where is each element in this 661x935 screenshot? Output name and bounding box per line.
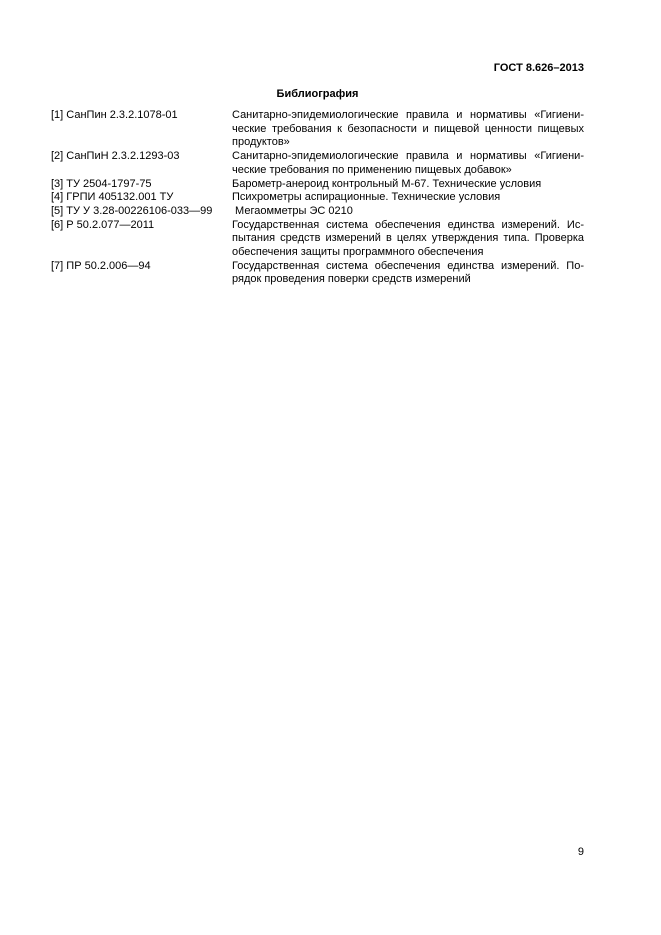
- bibliography-entry: [51, 109, 584, 150]
- entry-line: Санитарно-эпидемиологические правила и нормативы «Гигиени-: [232, 109, 584, 121]
- entry-line: обеспечения защиты программного обеспечения: [232, 246, 484, 259]
- doc-number: ГОСТ 8.626–2013: [493, 62, 584, 74]
- entry-ref: [1] СанПин 2.3.2.1078-01: [51, 109, 178, 121]
- entry-line: Государственная система обеспечения единства измерений. Ис-: [232, 218, 584, 231]
- entry-line: ческие требования по применению пищевых добавок»: [232, 163, 512, 176]
- entry-line: Санитарно-эпидемиологические правила и нормативы «Гигиени-: [232, 150, 584, 163]
- entry-line: Мегаомметры ЭС 0210: [232, 204, 353, 217]
- entry-ref: [6] Р 50.2.077—2011: [51, 218, 155, 231]
- entry-line: пытания средств измерений в целях утверждения типа. Проверка: [232, 232, 584, 245]
- entry-description: [232, 109, 584, 150]
- page-number: 9: [577, 846, 584, 858]
- entry-ref: [7] ПР 50.2.006—94: [51, 259, 151, 272]
- entry-description: [232, 178, 584, 192]
- entry-description: [232, 191, 584, 205]
- entry-ref: [3] ТУ 2504-1797-75: [51, 177, 152, 190]
- bibliography-entry: [51, 191, 584, 205]
- entry-description: [232, 205, 584, 219]
- entry-line: рядок проведения поверки средств измерений: [232, 273, 471, 286]
- entry-line: Психрометры аспирационные. Технические условия: [232, 191, 501, 204]
- entry-line: Государственная система обеспечения единства измерений. По-: [232, 259, 584, 272]
- entry-ref: [4] ГРПИ 405132.001 ТУ: [51, 191, 174, 204]
- entry-ref: [5] ТУ У 3.28-00226106-033—99: [51, 204, 213, 217]
- entry-description: [232, 260, 584, 287]
- entry-line: Барометр-анероид контрольный М-67. Технические условия: [232, 177, 542, 190]
- bibliography-entry: [51, 205, 584, 219]
- entry-line: ческие требования к безопасности и пищевой ценности пищевых: [232, 122, 584, 135]
- bibliography-entry: [51, 260, 584, 287]
- bibliography-entry: [51, 150, 584, 177]
- bibliography-entry: [51, 178, 584, 192]
- entry-description: [232, 150, 584, 177]
- bibliography-list: [51, 109, 584, 287]
- entry-ref: [2] СанПиН 2.3.2.1293-03: [51, 150, 180, 163]
- entry-line: продуктов»: [232, 136, 290, 149]
- bibliography-entry: [51, 219, 584, 260]
- entry-description: [232, 219, 584, 260]
- page-title: Библиография: [276, 88, 359, 100]
